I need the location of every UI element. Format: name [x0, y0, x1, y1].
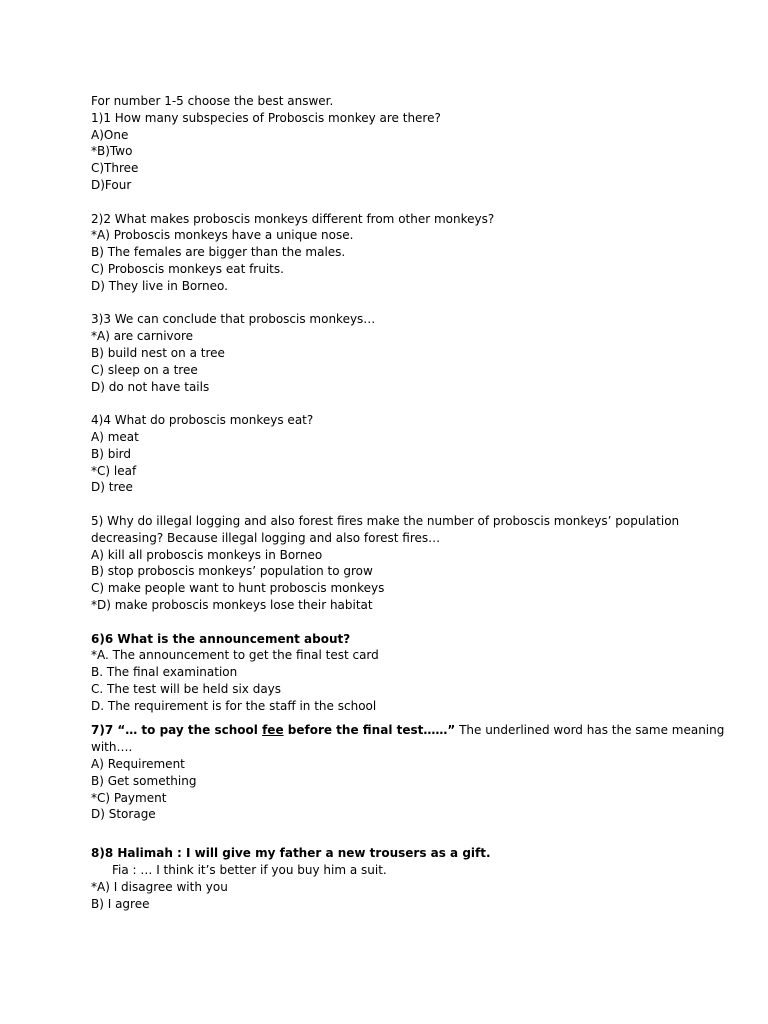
question-2-option-c: C) Proboscis monkeys eat fruits.: [91, 261, 284, 276]
question-4-option-a: A) meat: [91, 429, 139, 444]
question-3-text: 3)3 We can conclude that proboscis monkeys…: [91, 312, 376, 327]
question-3-option-c: C) sleep on a tree: [91, 362, 198, 377]
question-1: [91, 110, 691, 194]
question-1-text: 1)1 How many subspecies of Proboscis monkey are there?: [91, 110, 441, 125]
question-4-option-b: B) bird: [91, 446, 132, 461]
question-5-option-c: C) make people want to hunt proboscis monkeys: [91, 581, 385, 596]
question-2: [91, 211, 691, 295]
question-7-quote-prefix: 7)7 “… to pay the school: [91, 723, 263, 738]
question-3: [91, 311, 691, 395]
question-1-option-a: A)One: [91, 127, 129, 142]
question-6-option-a: *A. The announcement to get the final test card: [91, 648, 379, 663]
question-2-option-b: B) The females are bigger than the males.: [91, 245, 346, 260]
question-8-reply: Fia : … I think it’s better if you buy him a suit.: [112, 863, 387, 878]
question-1-option-b: *B)Two: [91, 144, 133, 159]
question-7-prompt: The underlined word has the same meaning: [455, 723, 725, 738]
question-4-option-d: D) tree: [91, 480, 133, 495]
question-7: [91, 722, 725, 823]
question-3-option-d: D) do not have tails: [91, 379, 210, 394]
question-7-option-d: D) Storage: [91, 807, 156, 822]
question-6-text: 6)6 What is the announcement about?: [91, 631, 351, 646]
question-6: [91, 631, 691, 715]
question-6-option-c: C. The test will be held six days: [91, 681, 282, 696]
question-8-option-b: B) I agree: [91, 896, 150, 911]
question-1-option-c: C)Three: [91, 161, 139, 176]
question-5-text-line-2: decreasing? Because illegal logging and also forest fires…: [91, 530, 441, 545]
question-7-option-a: A) Requirement: [91, 757, 185, 772]
question-8-text: 8)8 Halimah : I will give my father a new trousers as a gift.: [91, 846, 491, 861]
question-1-option-d: D)Four: [91, 177, 132, 192]
question-5-option-d: *D) make proboscis monkeys lose their habitat: [91, 597, 373, 612]
question-7-option-c: *C) Payment: [91, 790, 167, 805]
question-5-option-b: B) stop proboscis monkeys’ population to grow: [91, 564, 373, 579]
question-4: [91, 412, 691, 496]
question-5: [91, 513, 691, 614]
question-8: [91, 845, 691, 912]
question-6-option-b: B. The final examination: [91, 665, 238, 680]
question-7-quote-suffix: before the final test……”: [283, 723, 456, 738]
question-8-option-a: *A) I disagree with you: [91, 879, 228, 894]
question-6-option-d: D. The requirement is for the staff in the school: [91, 698, 377, 713]
question-4-option-c: *C) leaf: [91, 463, 137, 478]
question-3-option-b: B) build nest on a tree: [91, 345, 225, 360]
question-5-option-a: A) kill all proboscis monkeys in Borneo: [91, 547, 323, 562]
question-3-option-a: *A) are carnivore: [91, 329, 194, 344]
question-7-underlined-word: fee: [262, 723, 284, 738]
question-7-option-b: B) Get something: [91, 773, 197, 788]
question-2-option-d: D) They live in Borneo.: [91, 278, 228, 293]
question-7-text-line-2: with….: [91, 740, 133, 755]
question-4-text: 4)4 What do proboscis monkeys eat?: [91, 413, 314, 428]
question-7-text-line-1: [91, 722, 725, 739]
document-page: [91, 93, 725, 912]
question-2-text: 2)2 What makes proboscis monkeys different from other monkeys?: [91, 211, 495, 226]
question-2-option-a: *A) Proboscis monkeys have a unique nose.: [91, 228, 354, 243]
question-5-text-line-1: 5) Why do illegal logging and also forest fires make the number of proboscis monkeys’ population: [91, 513, 680, 528]
instructions: For number 1-5 choose the best answer.: [91, 94, 334, 108]
